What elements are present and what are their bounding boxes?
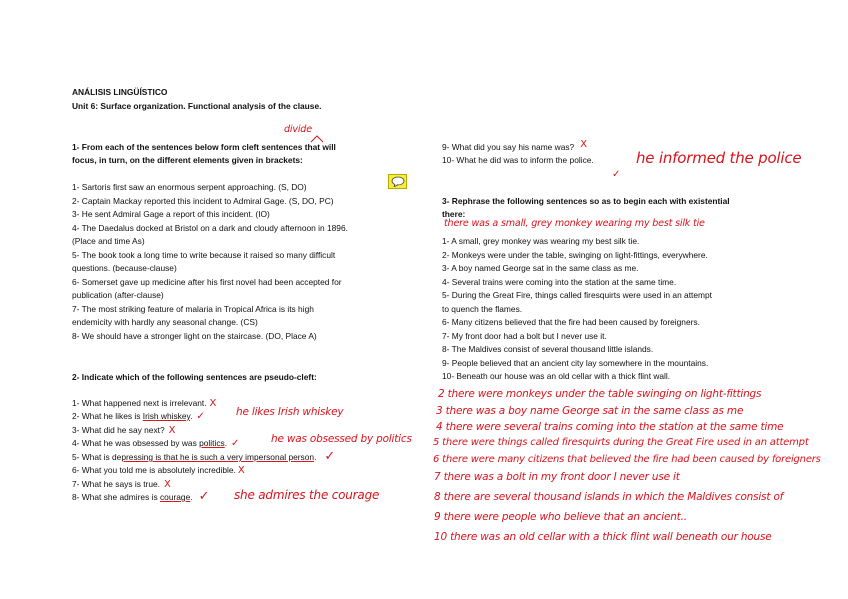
- annotation-answer: he was obsessed by politics: [271, 433, 412, 445]
- list-item: [72, 489, 210, 504]
- cross-mark-icon: X: [163, 479, 171, 490]
- section3-heading-line2: there:: [442, 209, 466, 219]
- list-item: (Place and time As): [72, 236, 145, 246]
- underlined-focus: pressing is that he is such a very impersonal person: [121, 452, 315, 462]
- check-mark-icon: ✓: [198, 489, 210, 504]
- item-text: 5- What is de: [72, 452, 122, 462]
- annotation-answer: there was a small, grey monkey wearing my best silk tie: [444, 218, 705, 229]
- section3-heading-line1: 3- Rephrase the following sentences so as to begin each with existential: [442, 196, 730, 206]
- item-text: 6- What you told me is absolutely incredible.: [72, 465, 236, 475]
- list-item: [72, 398, 217, 409]
- item-text: 9- What did you say his name was?: [442, 142, 575, 152]
- list-item: 1- Sartoris first saw an enormous serpent approaching. (S, DO): [72, 182, 307, 192]
- list-item: 1- A small, grey monkey was wearing my best silk tie.: [442, 236, 640, 246]
- list-item: [72, 438, 240, 449]
- document-title: ANÁLISIS LINGÜÍSTICO: [72, 87, 168, 97]
- item-text: 2- What he likes is: [72, 411, 143, 421]
- item-text: 1- What happened next is irrelevant.: [72, 398, 207, 408]
- annotation-divide: divide: [284, 124, 312, 135]
- list-item: publication (after-clause): [72, 290, 164, 300]
- handwritten-answer: 9 there were people who believe that an ancient..: [434, 511, 687, 523]
- annotation-answer: he informed the police: [636, 149, 802, 167]
- annotation-answer: she admires the courage: [234, 488, 380, 502]
- list-item: [442, 139, 588, 153]
- list-item: to quench the flames.: [442, 304, 523, 314]
- check-mark-icon: ✓: [324, 449, 336, 464]
- cross-mark-icon: X: [209, 398, 217, 409]
- unit-subtitle: Unit 6: Surface organization. Functional analysis of the clause.: [72, 101, 322, 111]
- list-item: [72, 411, 205, 422]
- list-item: [72, 449, 336, 464]
- section1-heading-line1: 1- From each of the sentences below form cleft sentences that will: [72, 142, 336, 152]
- handwritten-answer: 3 there was a boy name George sat in the same class as me: [436, 405, 744, 417]
- list-item: 2- Monkeys were under the table, swinging on light-fittings, everywhere.: [442, 250, 708, 260]
- underlined-focus: Irish whiskey: [142, 411, 191, 421]
- list-item: 2- Captain Mackay reported this incident to Admiral Gage. (S, DO, PC): [72, 196, 334, 206]
- cross-mark-icon: X: [168, 425, 176, 436]
- list-item: 10- What he did was to inform the police.: [442, 155, 594, 165]
- section2-heading: 2- Indicate which of the following sentences are pseudo-cleft:: [72, 372, 317, 382]
- cross-mark-icon: X: [580, 139, 588, 150]
- list-item: 8- The Maldives consist of several thousand little islands.: [442, 344, 654, 354]
- underlined-focus: courage: [159, 492, 191, 502]
- list-item: 4- The Daedalus docked at Bristol on a dark and cloudy afternoon in 1896.: [72, 223, 348, 233]
- list-item: [72, 479, 171, 490]
- check-mark-icon: ✓: [196, 411, 205, 422]
- handwritten-answer: 4 there were several trains coming into the station at the same time: [436, 421, 784, 433]
- speech-bubble-icon[interactable]: [388, 174, 407, 189]
- handwritten-answer: 8 there are several thousand islands in which the Maldives consist of: [434, 491, 784, 503]
- list-item: 7- The most striking feature of malaria in Tropical Africa is its high: [72, 304, 314, 314]
- underlined-focus: politics: [199, 438, 225, 448]
- section1-heading-line2: focus, in turn, on the different elements given in brackets:: [72, 155, 303, 165]
- list-item: 6- Somerset gave up medicine after his first novel had been accepted for: [72, 277, 342, 287]
- list-item: 5- The book took a long time to write because it raised so many difficult: [72, 250, 336, 260]
- item-punct: .: [314, 452, 317, 462]
- item-punct: .: [224, 438, 228, 448]
- list-item: questions. (because-clause): [72, 263, 177, 273]
- handwritten-answer: 2 there were monkeys under the table swinging on light-fittings: [438, 388, 762, 400]
- list-item: 3- He sent Admiral Gage a report of this incident. (IO): [72, 209, 270, 219]
- list-item: 8- We should have a stronger light on the staircase. (DO, Place A): [72, 331, 317, 341]
- item-text: 3- What did he say next?: [72, 425, 165, 435]
- list-item: 5- During the Great Fire, things called firesquirts were used in an attempt: [442, 290, 712, 300]
- list-item: 4- Several trains were coming into the station at the same time.: [442, 277, 677, 287]
- check-mark-icon: ✓: [231, 438, 240, 449]
- list-item: 6- Many citizens believed that the fire had been caused by foreigners.: [442, 317, 700, 327]
- handwritten-answer: 5 there were things called firesquirts during the Great Fire used in an attempt: [433, 437, 809, 448]
- handwritten-answer: 10 there was an old cellar with a thick flint wall beneath our house: [434, 531, 772, 543]
- handwritten-answer: 6 there were many citizens that believed the fire had been caused by foreigners: [433, 454, 821, 465]
- item-text: 7- What he says is true.: [72, 479, 160, 489]
- item-punct: .: [190, 492, 193, 502]
- handwritten-answer: 7 there was a bolt in my front door I never use it: [434, 471, 680, 483]
- check-mark-icon: ✓: [612, 169, 621, 180]
- annotation-answer: he likes Irish whiskey: [236, 406, 344, 418]
- cross-mark-icon: X: [237, 465, 245, 476]
- list-item: endemicity with hardly any seasonal change. (CS): [72, 317, 258, 327]
- item-text: 4- What he was obsessed by was: [72, 438, 200, 448]
- item-punct: .: [190, 411, 193, 421]
- item-text: 8- What she admires is: [72, 492, 160, 502]
- list-item: 3- A boy named George sat in the same class as me.: [442, 263, 639, 273]
- list-item: [72, 465, 243, 476]
- list-item: 10- Beneath our house was an old cellar with a thick flint wall.: [442, 371, 671, 381]
- list-item: 7- My front door had a bolt but I never use it.: [442, 331, 607, 341]
- list-item: [72, 425, 176, 436]
- list-item: 9- People believed that an ancient city lay somewhere in the mountains.: [442, 358, 709, 368]
